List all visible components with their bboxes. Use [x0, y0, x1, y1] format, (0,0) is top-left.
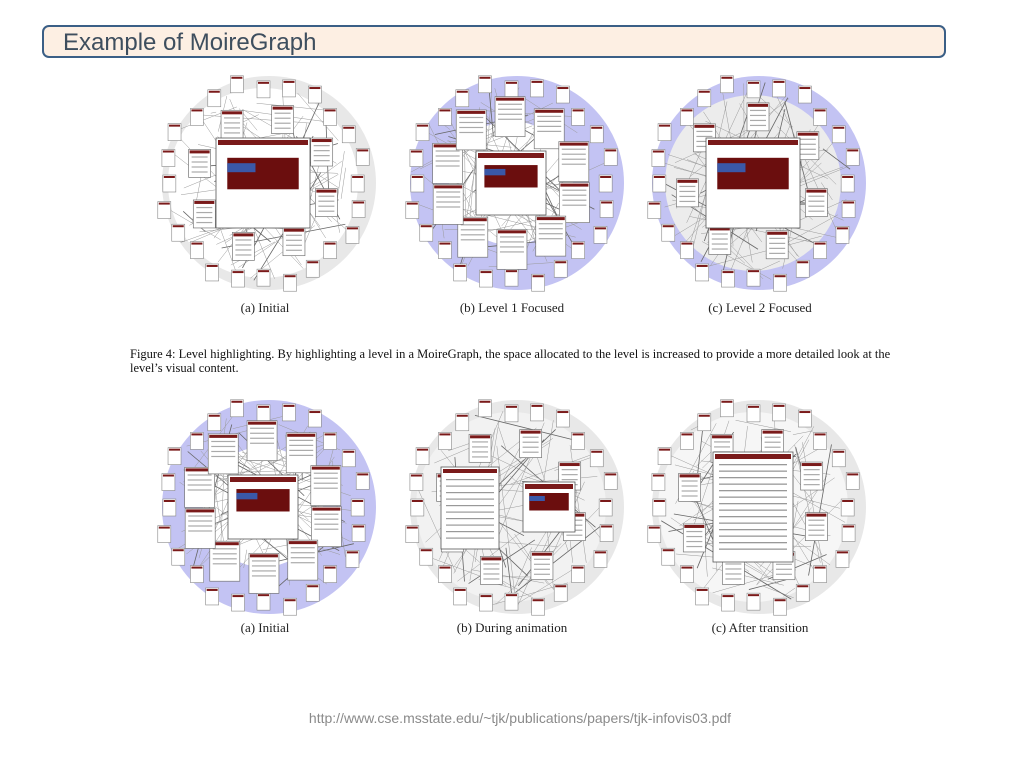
caption-initial-bottom: (a) Initial — [240, 620, 290, 635]
graph-initial-top — [150, 66, 380, 298]
caption-during-animation: (b) During animation — [456, 620, 568, 635]
radial-graph-image — [150, 66, 380, 298]
caption-after-transition: (c) After transition — [711, 620, 809, 635]
radial-graph-image — [398, 66, 628, 298]
slide-title: Example of MoireGraph — [63, 29, 317, 56]
slide-title-bar — [42, 25, 946, 58]
graph-initial-bottom — [150, 390, 380, 622]
radial-graph-image — [640, 66, 870, 298]
graph-after-transition — [640, 390, 870, 622]
caption-level1-focused: (b) Level 1 Focused — [459, 300, 565, 315]
figure-caption: Figure 4: Level highlighting. By highlighting a level in a MoireGraph, the space allocated to the level is increased to provide a more detailed look at the level’s visual content. — [130, 347, 891, 375]
caption-initial-top: (a) Initial — [240, 300, 290, 315]
radial-graph-image — [640, 390, 870, 622]
caption-level2-focused: (c) Level 2 Focused — [708, 300, 812, 315]
graph-level1-focused — [398, 66, 628, 298]
source-url[interactable]: http://www.cse.msstate.edu/~tjk/publications/papers/tjk-infovis03.pdf — [308, 710, 732, 726]
radial-graph-image — [150, 390, 380, 622]
graph-level2-focused — [640, 66, 870, 298]
graph-during-animation — [398, 390, 628, 622]
radial-graph-image — [398, 390, 628, 622]
